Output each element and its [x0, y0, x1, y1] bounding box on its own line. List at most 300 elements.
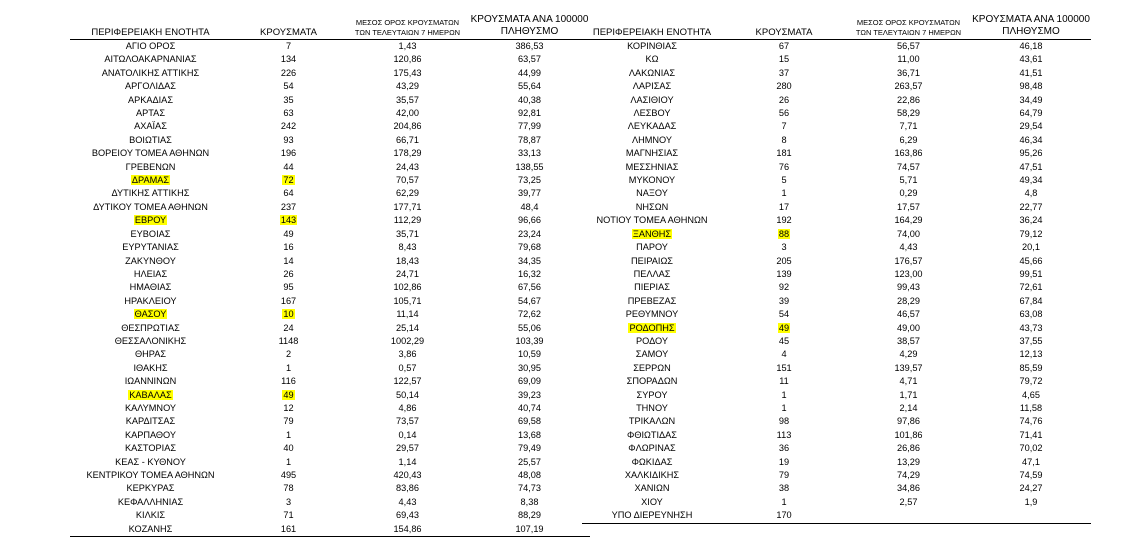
cases-cell: [231, 228, 346, 241]
region-cell-text: ΖΑΚΥΝΘΟΥ: [125, 255, 176, 266]
avg-7-days-cell: [346, 348, 469, 361]
per-100k-cell-text: 72,61: [1019, 282, 1043, 293]
region-cell-text: ΠΕΛΛΑΣ: [633, 268, 671, 279]
cases-cell: [722, 362, 846, 375]
cases-cell: [231, 469, 346, 482]
avg-7-days-cell: [846, 335, 971, 348]
region-cell: [582, 375, 722, 388]
per-100k-cell: [469, 147, 590, 160]
table-row: [70, 509, 590, 522]
avg-7-days-cell: [346, 161, 469, 174]
avg-7-days-cell: [846, 509, 971, 523]
region-cell-text: ΜΕΣΣΗΝΙΑΣ: [625, 161, 679, 172]
region-cell-text: ΔΥΤΙΚΗΣ ΑΤΤΙΚΗΣ: [111, 188, 190, 199]
region-cell: [70, 94, 231, 107]
cases-cell: [722, 40, 846, 54]
cases-cell-text: 54: [283, 81, 294, 92]
avg-7-days-cell: [846, 456, 971, 469]
per-100k-cell-text: 67,56: [518, 282, 541, 293]
cases-cell-text: 38: [778, 483, 790, 494]
per-100k-cell-text: 107,19: [515, 523, 544, 534]
region-cell-text: ΚΟΖΑΝΗΣ: [128, 523, 173, 534]
region-cell-text: ΤΗΝΟΥ: [636, 402, 668, 413]
cases-cell: [231, 281, 346, 294]
cases-cell-text: 56: [778, 108, 790, 119]
region-cell: [70, 187, 231, 200]
region-cell-text: ΤΡΙΚΑΛΩΝ: [628, 416, 676, 427]
avg-7-days-cell-text: 24,71: [396, 268, 419, 279]
cases-cell-text: 1: [285, 362, 292, 373]
region-cell: [582, 147, 722, 160]
cases-cell-text: 1: [781, 402, 787, 413]
cases-cell: [722, 389, 846, 402]
per-100k-cell: [971, 496, 1091, 509]
per-100k-cell: [469, 469, 590, 482]
table-row: [582, 402, 1091, 415]
per-100k-cell: [469, 523, 590, 537]
header-avg-line2: ΤΩΝ ΤΕΛΕΥΤΑΙΩΝ 7 ΗΜΕΡΩΝ: [354, 28, 461, 37]
region-cell: [582, 509, 722, 523]
per-100k-cell-text: 74,73: [518, 483, 541, 494]
per-100k-cell-text: 70,02: [1019, 443, 1043, 454]
region-cell-text: ΕΒΡΟΥ: [134, 215, 167, 226]
region-cell: [582, 134, 722, 147]
region-cell: [70, 308, 231, 321]
per-100k-cell-text: 67,84: [1019, 295, 1043, 306]
cases-cell: [722, 134, 846, 147]
table-row: [582, 308, 1091, 321]
region-cell-text: ΛΑΡΙΣΑΣ: [632, 81, 672, 92]
region-cell-text: ΗΜΑΘΙΑΣ: [129, 282, 172, 293]
region-cell-text: ΘΕΣΣΑΛΟΝΙΚΗΣ: [114, 335, 187, 346]
cases-cell: [231, 53, 346, 66]
avg-7-days-cell-text: 204,86: [393, 121, 422, 132]
avg-7-days-cell: [846, 67, 971, 80]
table-row: [582, 442, 1091, 455]
table-row: [582, 94, 1091, 107]
per-100k-cell: [971, 94, 1091, 107]
region-cell-text: ΡΟΔΟΠΗΣ: [629, 322, 675, 333]
per-100k-cell-text: 44,99: [518, 67, 541, 78]
cases-cell: [722, 456, 846, 469]
cases-cell-text: 15: [778, 54, 790, 65]
cases-cell: [231, 482, 346, 495]
header-region: ΠΕΡΙΦΕΡΕΙΑΚΗ ΕΝΟΤΗΤΑ: [70, 14, 231, 40]
table-row: [70, 187, 590, 200]
avg-7-days-cell-text: 5,71: [899, 175, 918, 186]
table-row: [582, 174, 1091, 187]
avg-7-days-cell: [846, 134, 971, 147]
avg-7-days-cell: [346, 295, 469, 308]
cases-cell-text: 8: [781, 134, 787, 145]
per-100k-cell-text: 69,09: [518, 376, 541, 387]
cases-cell-text: 36: [778, 443, 790, 454]
table-row: [582, 415, 1091, 428]
region-cell-text: ΑΡΤΑΣ: [136, 108, 165, 119]
cases-cell: [231, 496, 346, 509]
cases-cell: [722, 201, 846, 214]
region-cell: [70, 201, 231, 214]
avg-7-days-cell: [846, 53, 971, 66]
header-avg-line1: ΜΕΣΟΣ ΟΡΟΣ ΚΡΟΥΣΜΑΤΩΝ: [856, 18, 961, 27]
avg-7-days-cell-text: 3,86: [398, 349, 417, 360]
per-100k-cell: [971, 322, 1091, 335]
avg-7-days-cell-text: 1,14: [398, 456, 417, 467]
region-cell: [582, 442, 722, 455]
avg-7-days-cell-text: 24,43: [396, 161, 419, 172]
cases-cell: [722, 322, 846, 335]
table-row: [582, 389, 1091, 402]
avg-7-days-cell: [346, 53, 469, 66]
avg-7-days-cell-text: 28,29: [897, 295, 920, 306]
per-100k-cell-text: 40,74: [518, 402, 541, 413]
cases-cell-text: 49: [283, 228, 294, 239]
region-cell: [582, 174, 722, 187]
region-cell: [582, 429, 722, 442]
avg-7-days-cell-text: 17,57: [897, 201, 920, 212]
per-100k-cell-text: 30,95: [518, 362, 541, 373]
per-100k-cell: [469, 442, 590, 455]
cases-cell: [722, 375, 846, 388]
per-100k-cell: [971, 389, 1091, 402]
region-cell: [582, 120, 722, 133]
region-cell-text: ΠΑΡΟΥ: [636, 242, 668, 253]
avg-7-days-cell: [346, 107, 469, 120]
region-cell: [582, 295, 722, 308]
table-row: [582, 241, 1091, 254]
per-100k-cell: [469, 281, 590, 294]
table-row: [582, 348, 1091, 361]
table-row: [70, 496, 590, 509]
cases-cell: [722, 241, 846, 254]
avg-7-days-cell: [846, 120, 971, 133]
cases-cell-text: 40: [283, 443, 294, 454]
avg-7-days-cell-text: 49,00: [897, 322, 920, 333]
cases-cell-text: 67: [778, 41, 790, 51]
cases-cell-text: 12: [283, 402, 294, 413]
per-100k-cell-text: 55,06: [518, 322, 541, 333]
per-100k-cell-text: 43,61: [1019, 54, 1043, 65]
avg-7-days-cell: [346, 268, 469, 281]
per-100k-cell: [469, 161, 590, 174]
cases-cell-text: 71: [283, 510, 294, 521]
table-row: [70, 228, 590, 241]
avg-7-days-cell: [846, 268, 971, 281]
region-cell-text: ΚΙΛΚΙΣ: [135, 510, 166, 521]
table-row: [582, 255, 1091, 268]
region-cell: [582, 348, 722, 361]
per-100k-cell-text: 74,76: [1019, 416, 1043, 427]
avg-7-days-cell-text: 1002,29: [390, 335, 425, 346]
avg-7-days-cell-text: 178,29: [393, 148, 422, 159]
region-cell-text: ΑΓΙΟ ΟΡΟΣ: [125, 41, 176, 51]
region-cell: [70, 509, 231, 522]
avg-7-days-cell-text: 74,00: [897, 228, 920, 239]
region-cell-text: ΣΥΡΟΥ: [636, 389, 668, 400]
header-per100k-line2: ΠΛΗΘΥΣΜΟ: [1002, 26, 1060, 37]
table-row: [70, 482, 590, 495]
cases-cell-text: 98: [778, 416, 790, 427]
avg-7-days-cell: [346, 509, 469, 522]
region-cell-text: ΘΗΡΑΣ: [134, 349, 167, 360]
cases-cell-text: 3: [285, 496, 292, 507]
per-100k-cell-text: 25,57: [518, 456, 541, 467]
cases-cell-text: 78: [283, 483, 294, 494]
cases-cell: [722, 469, 846, 482]
cases-cell: [722, 429, 846, 442]
table-row: [70, 67, 590, 80]
cases-cell-text: 1148: [278, 335, 299, 346]
avg-7-days-cell-text: 50,14: [396, 389, 419, 400]
per-100k-cell-text: 69,58: [518, 416, 541, 427]
per-100k-cell-text: 49,34: [1019, 175, 1043, 186]
region-cell-text: ΑΙΤΩΛΟΑΚΑΡΝΑΝΙΑΣ: [104, 54, 197, 65]
per-100k-cell: [469, 228, 590, 241]
region-cell-text: ΚΑΛΥΜΝΟΥ: [124, 402, 177, 413]
avg-7-days-cell: [346, 375, 469, 388]
per-100k-cell: [971, 469, 1091, 482]
cases-cell: [231, 308, 346, 321]
region-cell-text: ΙΘΑΚΗΣ: [133, 362, 168, 373]
table-row: [70, 161, 590, 174]
avg-7-days-cell: [346, 134, 469, 147]
avg-7-days-cell-text: 120,86: [393, 54, 422, 65]
per-100k-cell-text: 29,54: [1019, 121, 1043, 132]
per-100k-cell-text: 24,27: [1019, 483, 1043, 494]
cases-cell: [722, 295, 846, 308]
per-100k-cell-text: 41,51: [1019, 67, 1043, 78]
table-row: [70, 415, 590, 428]
avg-7-days-cell-text: 73,57: [396, 416, 419, 427]
table-row: [582, 496, 1091, 509]
per-100k-cell-text: 55,64: [518, 81, 541, 92]
cases-cell-text: 280: [776, 81, 792, 92]
cases-cell-text: 170: [776, 510, 792, 521]
per-100k-cell: [469, 509, 590, 522]
region-cell-text: ΝΑΞΟΥ: [636, 188, 668, 199]
region-cell-text: ΗΡΑΚΛΕΙΟΥ: [124, 295, 177, 306]
region-cell-text: ΦΩΚΙΔΑΣ: [631, 456, 673, 467]
cases-cell-text: 72: [283, 175, 294, 186]
table-row: [582, 187, 1091, 200]
table-row: [582, 107, 1091, 120]
table-row: [70, 281, 590, 294]
table-row: [70, 174, 590, 187]
avg-7-days-cell-text: 46,57: [897, 309, 920, 320]
region-cell-text: ΚΑΡΔΙΤΣΑΣ: [125, 416, 176, 427]
per-100k-cell-text: 34,49: [1019, 94, 1043, 105]
cases-cell-text: 113: [776, 429, 792, 440]
cases-cell: [231, 94, 346, 107]
table-row: [70, 53, 590, 66]
per-100k-cell: [971, 147, 1091, 160]
per-100k-cell-text: 63,08: [1019, 309, 1043, 320]
cases-cell-text: 5: [781, 175, 787, 186]
per-100k-cell-text: 72,62: [518, 309, 541, 320]
per-100k-cell-text: 79,49: [518, 443, 541, 454]
per-100k-cell-text: 43,73: [1019, 322, 1043, 333]
table-row: [70, 295, 590, 308]
per-100k-cell: [971, 201, 1091, 214]
region-cell: [70, 429, 231, 442]
table-row: [70, 241, 590, 254]
per-100k-cell: [971, 442, 1091, 455]
cases-cell-text: 76: [778, 161, 790, 172]
avg-7-days-cell: [846, 295, 971, 308]
cases-cell: [722, 107, 846, 120]
region-cell-text: ΦΘΙΩΤΙΔΑΣ: [626, 429, 677, 440]
table-row: [70, 147, 590, 160]
avg-7-days-cell: [346, 456, 469, 469]
region-cell-text: ΔΡΑΜΑΣ: [131, 175, 170, 186]
avg-7-days-cell-text: 29,57: [396, 443, 419, 454]
avg-7-days-cell: [346, 402, 469, 415]
per-100k-cell: [469, 94, 590, 107]
per-100k-cell: [469, 429, 590, 442]
avg-7-days-cell: [346, 228, 469, 241]
region-cell-text: ΔΥΤΙΚΟΥ ΤΟΜΕΑ ΑΘΗΝΩΝ: [93, 201, 208, 212]
region-cell-text: ΞΑΝΘΗΣ: [632, 228, 672, 239]
avg-7-days-cell-text: 123,00: [894, 268, 923, 279]
avg-7-days-cell-text: 11,14: [396, 309, 419, 320]
cases-cell: [722, 281, 846, 294]
avg-7-days-cell-text: 0,29: [899, 188, 918, 199]
avg-7-days-cell-text: 4,71: [899, 376, 918, 387]
cases-cell-text: 10: [283, 309, 294, 320]
per-100k-cell: [469, 482, 590, 495]
cases-cell-text: 19: [778, 456, 790, 467]
table-row: [70, 456, 590, 469]
table-row: [70, 94, 590, 107]
cases-cell-text: 79: [283, 416, 294, 427]
table-row: [582, 322, 1091, 335]
avg-7-days-cell: [846, 147, 971, 160]
region-cell: [70, 295, 231, 308]
header-avg-line1: ΜΕΣΟΣ ΟΡΟΣ ΚΡΟΥΣΜΑΤΩΝ: [355, 18, 460, 27]
per-100k-cell: [469, 335, 590, 348]
per-100k-cell: [971, 214, 1091, 227]
header-per100k-line2: ΠΛΗΘΥΣΜΟ: [500, 26, 559, 37]
cases-cell-text: 35: [283, 94, 294, 105]
avg-7-days-cell-text: 62,29: [396, 188, 419, 199]
region-cell-text: ΠΙΕΡΙΑΣ: [634, 282, 670, 293]
avg-7-days-cell: [846, 174, 971, 187]
avg-7-days-cell: [346, 362, 469, 375]
per-100k-cell: [971, 415, 1091, 428]
cases-cell: [231, 107, 346, 120]
per-100k-cell: [971, 187, 1091, 200]
table-row: [582, 456, 1091, 469]
region-cell: [70, 456, 231, 469]
avg-7-days-cell-text: 99,43: [897, 282, 920, 293]
header-avg-7-days: [346, 14, 469, 40]
avg-7-days-cell-text: 164,29: [894, 215, 923, 226]
avg-7-days-cell-text: 1,43: [398, 41, 417, 51]
cases-cell: [722, 482, 846, 495]
region-cell: [70, 255, 231, 268]
avg-7-days-cell-text: 0,57: [398, 362, 417, 373]
table-row: [70, 134, 590, 147]
avg-7-days-cell-text: 2,57: [899, 496, 918, 507]
cases-cell-text: 1: [285, 456, 292, 467]
region-cell: [70, 40, 231, 54]
cases-cell-text: 49: [283, 389, 294, 400]
avg-7-days-cell-text: 4,43: [899, 242, 918, 253]
cases-cell-text: 205: [776, 255, 792, 266]
cases-cell: [722, 442, 846, 455]
per-100k-cell-text: 78,87: [518, 134, 541, 145]
cases-cell: [231, 67, 346, 80]
cases-cell: [231, 201, 346, 214]
avg-7-days-cell-text: 154,86: [393, 523, 422, 534]
per-100k-cell: [971, 67, 1091, 80]
avg-7-days-cell: [846, 415, 971, 428]
per-100k-cell: [469, 134, 590, 147]
table-row: [582, 362, 1091, 375]
header-per100k-line1: ΚΡΟΥΣΜΑΤΑ ΑΝΑ 100000: [470, 14, 589, 25]
cases-cell: [722, 348, 846, 361]
region-cell: [70, 389, 231, 402]
cases-cell: [231, 509, 346, 522]
per-100k-cell: [971, 281, 1091, 294]
avg-7-days-cell-text: 36,71: [897, 67, 920, 78]
region-cell: [70, 496, 231, 509]
per-100k-cell: [971, 308, 1091, 321]
avg-7-days-cell-text: 101,86: [894, 429, 923, 440]
table-row: [70, 523, 590, 537]
avg-7-days-cell-text: 4,29: [899, 349, 918, 360]
cases-cell: [722, 53, 846, 66]
cases-cell: [231, 389, 346, 402]
cases-cell-text: 16: [283, 242, 294, 253]
header-cases: ΚΡΟΥΣΜΑΤΑ: [231, 14, 346, 40]
region-cell: [582, 255, 722, 268]
cases-cell: [231, 147, 346, 160]
avg-7-days-cell: [346, 40, 469, 54]
cases-cell: [722, 335, 846, 348]
cases-cell-text: 49: [778, 322, 790, 333]
per-100k-cell-text: 46,18: [1019, 41, 1043, 51]
region-cell: [70, 120, 231, 133]
cases-cell-text: 134: [280, 54, 297, 65]
avg-7-days-cell: [846, 107, 971, 120]
region-cell-text: ΑΡΚΑΔΙΑΣ: [127, 94, 173, 105]
cases-cell: [722, 120, 846, 133]
cases-cell: [722, 228, 846, 241]
avg-7-days-cell: [846, 322, 971, 335]
cases-cell-text: 54: [778, 309, 790, 320]
per-100k-cell-text: 99,51: [1019, 268, 1043, 279]
region-cell-text: ΛΕΣΒΟΥ: [633, 108, 671, 119]
avg-7-days-cell: [846, 442, 971, 455]
avg-7-days-cell-text: 35,57: [396, 94, 419, 105]
avg-7-days-cell: [846, 187, 971, 200]
avg-7-days-cell: [846, 375, 971, 388]
per-100k-cell-text: 11,58: [1019, 402, 1043, 413]
region-cell-text: ΚΕΦΑΛΛΗΝΙΑΣ: [117, 496, 184, 507]
table-row: [70, 348, 590, 361]
region-cell: [582, 187, 722, 200]
avg-7-days-cell-text: 102,86: [393, 282, 422, 293]
cases-cell: [231, 456, 346, 469]
region-cell: [70, 281, 231, 294]
table-row: [70, 255, 590, 268]
region-cell-text: ΣΕΡΡΩΝ: [633, 362, 671, 373]
cases-cell-text: 1: [781, 496, 787, 507]
table-row: [582, 53, 1091, 66]
avg-7-days-cell-text: 139,57: [894, 362, 923, 373]
per-100k-cell: [971, 40, 1091, 54]
